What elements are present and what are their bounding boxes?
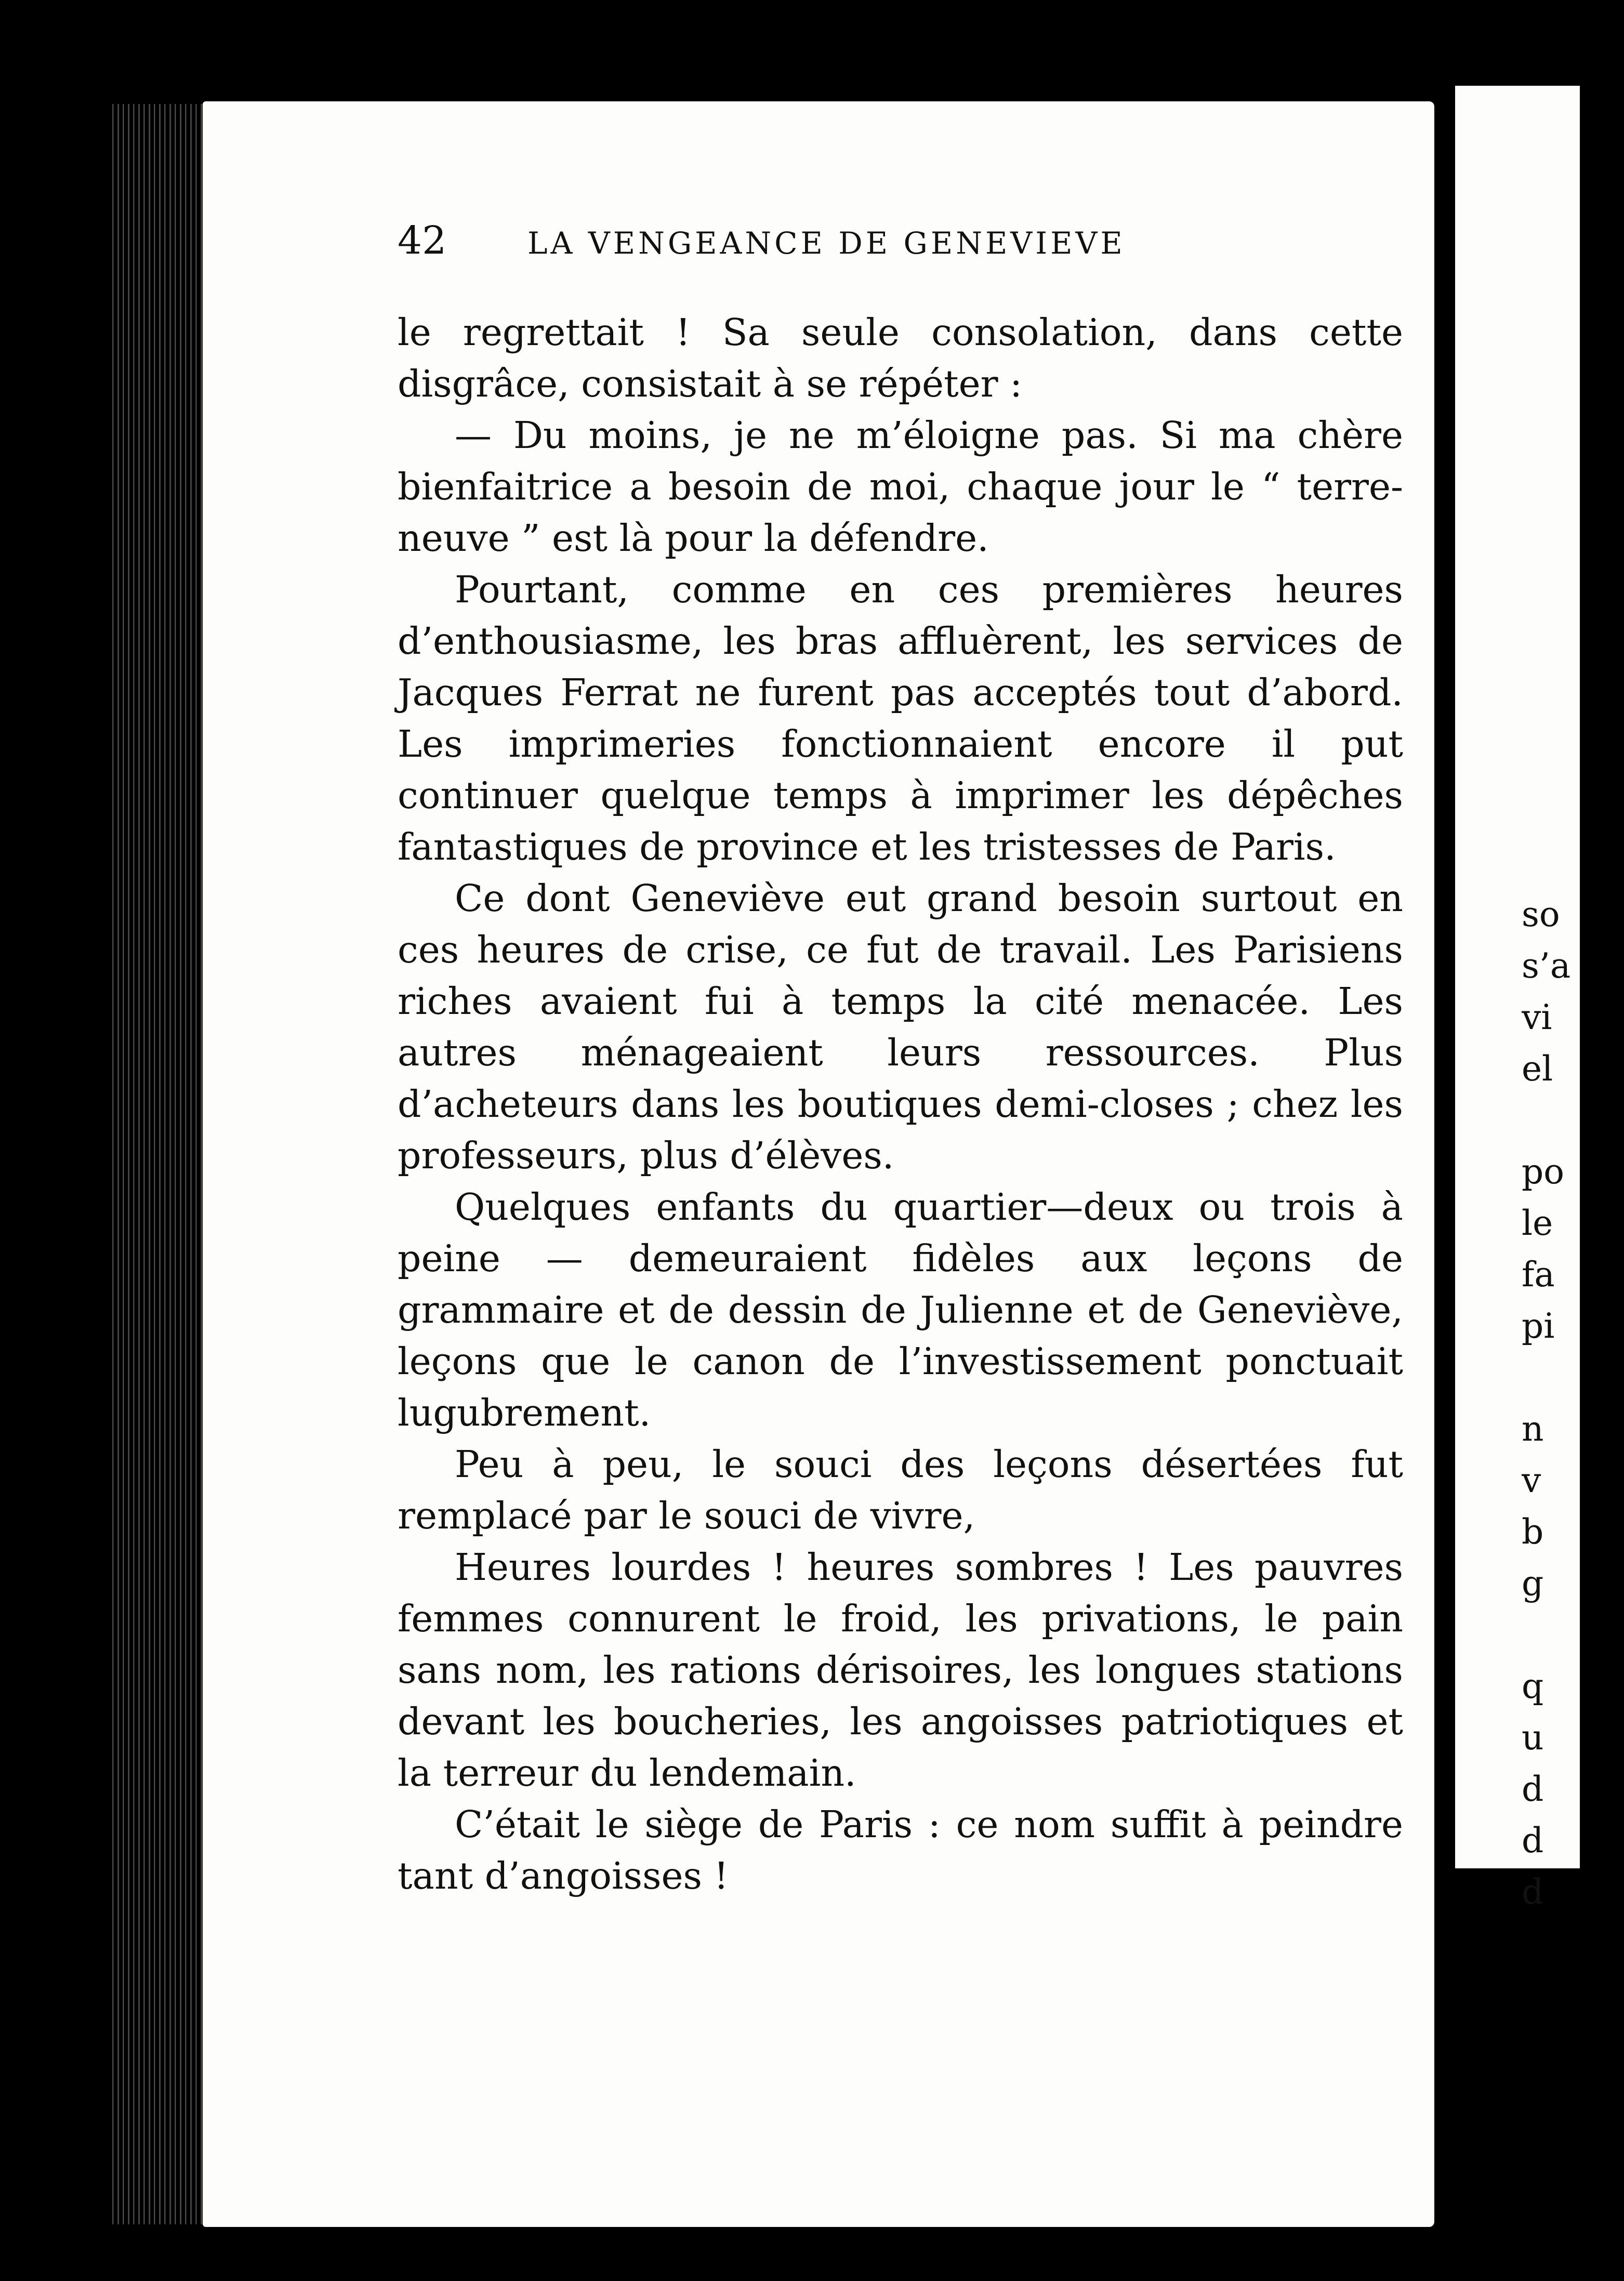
fragment-line: le bbox=[1522, 1203, 1553, 1243]
fragment-line: vi bbox=[1522, 997, 1552, 1037]
fragment-line: so bbox=[1522, 894, 1560, 934]
fragment-line: pi bbox=[1522, 1306, 1555, 1346]
paragraph: Heures lourdes ! heures sombres ! Les pauvres femmes connurent le froid, les privations, le pain sans nom, les rations dérisoires, les longues stations devant les boucheries, les angoisses patriotiques et la terreur du lendemain. bbox=[398, 1546, 1403, 1795]
paragraph: — Du moins, je ne m’éloigne pas. Si ma chère bienfaitrice a besoin de moi, chaque jour le “ terre-neuve ” est là pour la défendre. bbox=[398, 414, 1403, 560]
body-text bbox=[398, 307, 1403, 1902]
fragment-line bbox=[1522, 1609, 1579, 1660]
page-number: 42 bbox=[398, 218, 447, 263]
paragraph: Peu à peu, le souci des leçons désertées fut remplacé par le souci de vivre, bbox=[398, 1443, 1403, 1537]
fragment-line: n bbox=[1522, 1409, 1544, 1449]
paragraph: le regrettait ! Sa seule consolation, dans cette disgrâce, consistait à se répéter : bbox=[398, 311, 1403, 405]
running-head bbox=[398, 218, 1239, 263]
fragment-line: el bbox=[1522, 1049, 1553, 1089]
facing-page-text bbox=[1522, 889, 1579, 1918]
fragment-line: q bbox=[1522, 1666, 1544, 1706]
fragment-line: v bbox=[1522, 1460, 1541, 1500]
fragment-line bbox=[1522, 1095, 1579, 1146]
paragraph: Ce dont Geneviève eut grand besoin surtout en ces heures de crise, ce fut de travail. Les Parisiens riches avaient fui à temps la cité menacée. Les autres ménageaient leurs ressources. Plus d’acheteurs dans les boutiques demi-closes ; chez les professeurs, plus d’élèves. bbox=[398, 877, 1403, 1177]
paragraph: C’était le siège de Paris : ce nom suffit à peindre tant d’angoisses ! bbox=[398, 1803, 1403, 1897]
fragment-line: fa bbox=[1522, 1255, 1555, 1295]
fragment-line: d bbox=[1522, 1872, 1544, 1912]
fragment-line: po bbox=[1522, 1152, 1564, 1192]
fragment-line: u bbox=[1522, 1718, 1544, 1758]
running-title: LA VENGEANCE DE GENEVIEVE bbox=[527, 226, 1126, 261]
fragment-line: s’a bbox=[1522, 946, 1571, 986]
fragment-line: b bbox=[1522, 1512, 1544, 1552]
paragraph: Quelques enfants du quartier—deux ou trois à peine — demeuraient fidèles aux leçons de grammaire et de dessin de Julienne et de Geneviève, leçons que le canon de l’investissement ponctuait lugubrement. bbox=[398, 1185, 1403, 1434]
paragraph: Pourtant, comme en ces premières heures d’enthousiasme, les bras affluèrent, les services de Jacques Ferrat ne furent pas acceptés tout d’abord. Les imprimeries fonctionnaient encore il put continuer quelque temps à imprimer les dépêches fantastiques de province et les tristesses de Paris. bbox=[398, 568, 1403, 868]
fragment-line: d bbox=[1522, 1821, 1544, 1861]
fragment-line bbox=[1522, 1352, 1579, 1403]
fragment-line: d bbox=[1522, 1769, 1544, 1809]
fragment-line: g bbox=[1522, 1563, 1544, 1603]
